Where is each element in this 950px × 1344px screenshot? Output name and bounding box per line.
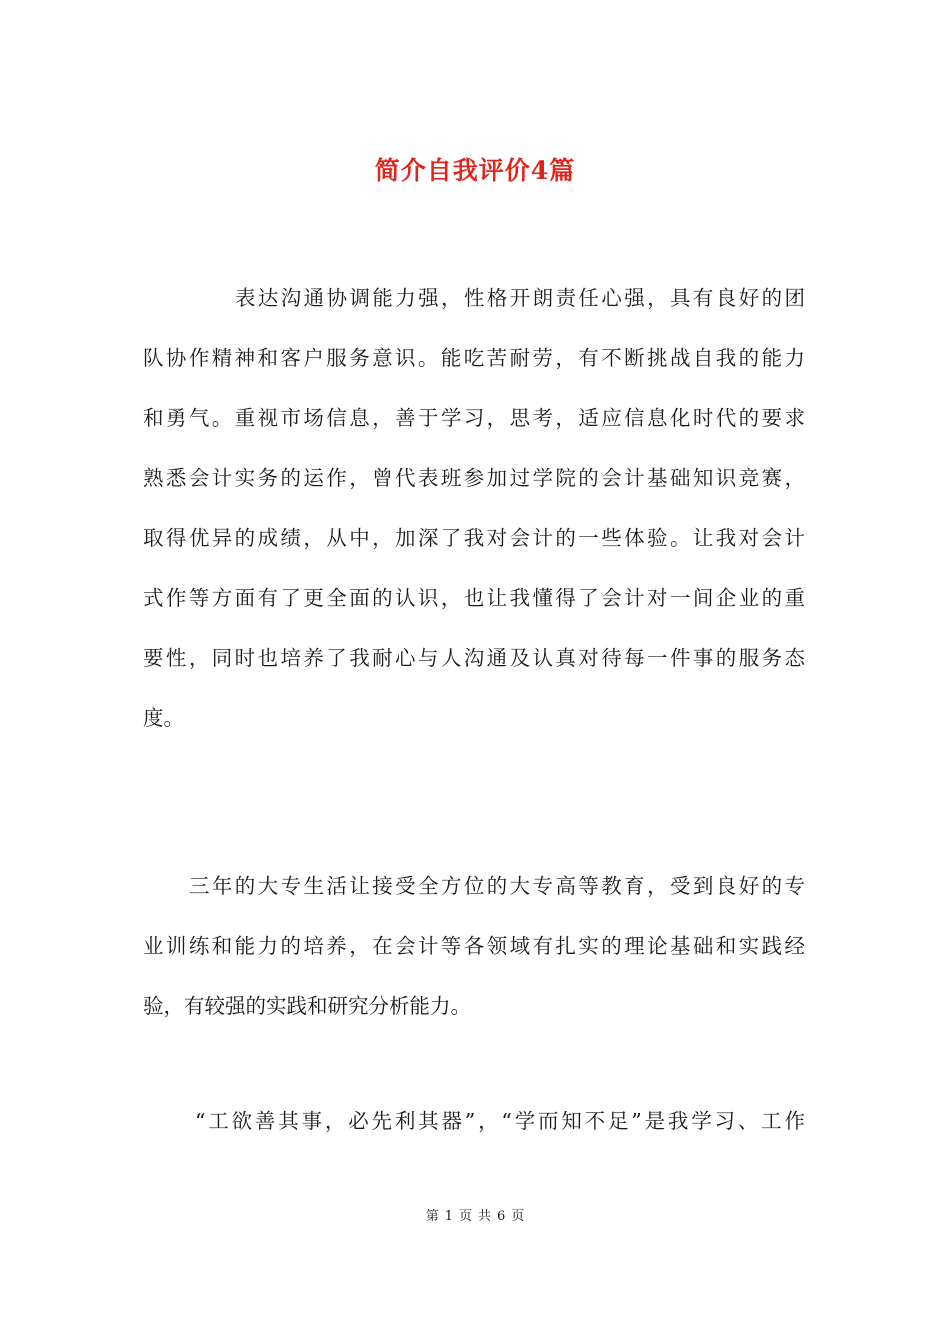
paragraph-line: 验，有较强的实践和研究分析能力。 xyxy=(143,994,471,1018)
footer-current-page: 1 xyxy=(444,1209,453,1224)
document-title: 简介自我评价4篇 xyxy=(374,155,576,185)
paragraph-line: 取得优异的成绩，从中，加深了我对会计的一些体验。让我对会计 xyxy=(143,526,805,550)
paragraph-line: 要性，同时也培养了我耐心与人沟通及认真对待每一件事的服务态 xyxy=(143,646,805,670)
paragraph-line: 和勇气。重视市场信息，善于学习，思考，适应信息化时代的要求 xyxy=(143,406,805,430)
paragraph-line: “工欲善其事，必先利其器”，“学而知不足”是我学习、工作 xyxy=(195,1109,805,1133)
footer-total-prefix: 共 xyxy=(478,1209,492,1224)
paragraph-3 xyxy=(143,1091,805,1151)
paragraph-line: 熟悉会计实务的运作，曾代表班参加过学院的会计基础知识竞赛， xyxy=(143,466,805,490)
footer-total-suffix: 页 xyxy=(511,1209,525,1224)
paragraph-2 xyxy=(143,856,805,1036)
paragraph-line: 队协作精神和客户服务意识。能吃苦耐劳，有不断挑战自我的能力 xyxy=(143,346,805,370)
paragraph-line: 表达沟通协调能力强，性格开朗责任心强，具有良好的团 xyxy=(235,286,805,310)
footer-page-prefix: 第 xyxy=(425,1209,439,1224)
paragraph-line: 式作等方面有了更全面的认识，也让我懂得了会计对一间企业的重 xyxy=(143,586,805,610)
footer-total-pages: 6 xyxy=(497,1209,506,1224)
paragraph-line: 三年的大专生活让接受全方位的大专高等教育，受到良好的专 xyxy=(189,874,805,898)
paragraph-1 xyxy=(143,268,805,748)
paragraph-line: 度。 xyxy=(143,706,184,730)
page-footer xyxy=(0,1207,950,1227)
paragraph-line: 业训练和能力的培养，在会计等各领域有扎实的理论基础和实践经 xyxy=(143,934,805,958)
footer-page-mid: 页 xyxy=(458,1209,472,1224)
